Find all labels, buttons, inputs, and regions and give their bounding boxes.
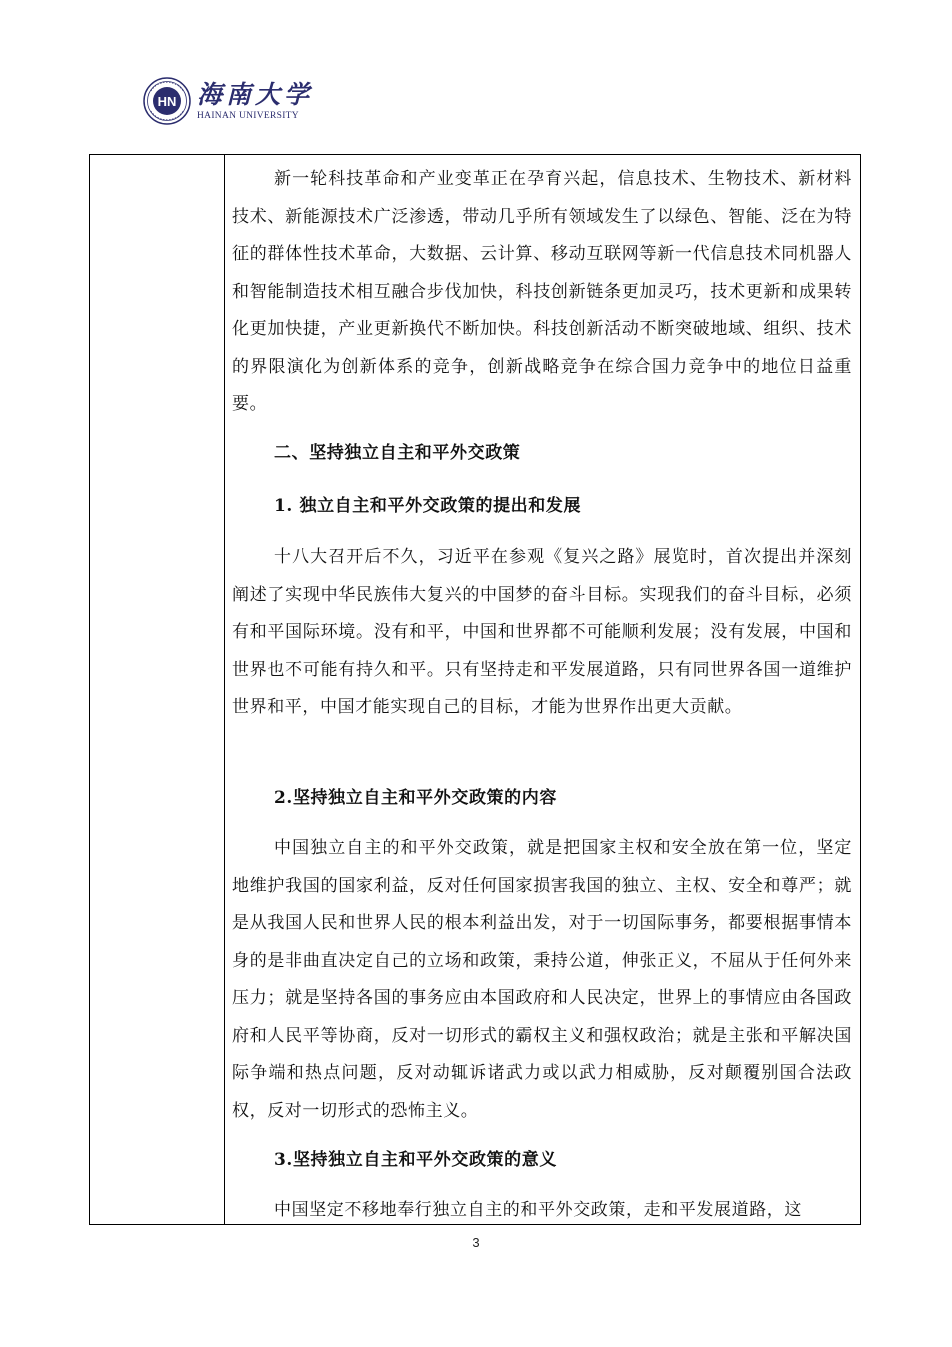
- paragraph-content: 中国独立自主的和平外交政策，就是把国家主权和安全放在第一位，坚定地维护我国的国家利益，反对任何国家损害我国的独立、主权、安全和尊严；就是从我国人民和世界人民的根本利益出发，对于一切国际事务，都要根据事情本身的是非曲直决定自己的立场和政策，秉持公道，伸张正义，不屈从于任何外来压力；就是坚持各国的事务应由本国政府和人民决定，世界上的事情应由各国政府和人民平等协商，反对一切形式的霸权主义和强权政治；就是主张和平解决国际争端和热点问题，反对动辄诉诸武力或以武力相威胁，反对颠覆别国合法政权，反对一切形式的恐怖主义。: [232, 838, 852, 1121]
- logo-english-name: HAINAN UNIVERSITY: [197, 111, 299, 121]
- page-number: 3: [472, 1235, 480, 1250]
- university-logo: [143, 70, 313, 132]
- subsection-heading-3: 3.坚持独立自主和平外交政策的意义: [274, 1150, 557, 1170]
- paragraph-tech-revolution: 新一轮科技革命和产业变革正在孕育兴起，信息技术、生物技术、新材料技术、新能源技术广泛渗透，带动几乎所有领域发生了以绿色、智能、泛在为特征的群体性技术革命，大数据、云计算、移动互联网等新一代信息技术同机器人和智能制造技术相互融合步伐加快，科技创新链条更加灵巧，技术更新和成果转化更加快捷，产业更新换代不断加快。科技创新活动不断突破地域、组织、技术的界限演化为创新体系的竞争，创新战略竞争在综合国力竞争中的地位日益重要。: [232, 169, 852, 414]
- subsection-heading-2: 2.坚持独立自主和平外交政策的内容: [274, 788, 557, 808]
- table-column-divider: [224, 155, 225, 1224]
- content-table: [89, 154, 861, 1225]
- university-seal-icon: [143, 77, 191, 125]
- subsection-heading-1: 1. 独立自主和平外交政策的提出和发展: [274, 496, 582, 516]
- svg-text:HN: HN: [157, 94, 177, 109]
- logo-chinese-name: 海南大学: [197, 80, 314, 109]
- section-heading: 二、坚持独立自主和平外交政策: [274, 443, 521, 463]
- paragraph-significance: 中国坚定不移地奉行独立自主的和平外交政策，走和平发展道路，这: [274, 1200, 802, 1220]
- paragraph-origin: 十八大召开后不久，习近平在参观《复兴之路》展览时，首次提出并深刻阐述了实现中华民族伟大复兴的中国梦的奋斗目标。实现我们的奋斗目标，必须有和平国际环境。没有和平，中国和世界都不可能顺利发展；没有发展，中国和世界也不可能有持久和平。只有坚持走和平发展道路，只有同世界各国一道维护世界和平，中国才能实现自己的目标，才能为世界作出更大贡献。: [232, 547, 852, 717]
